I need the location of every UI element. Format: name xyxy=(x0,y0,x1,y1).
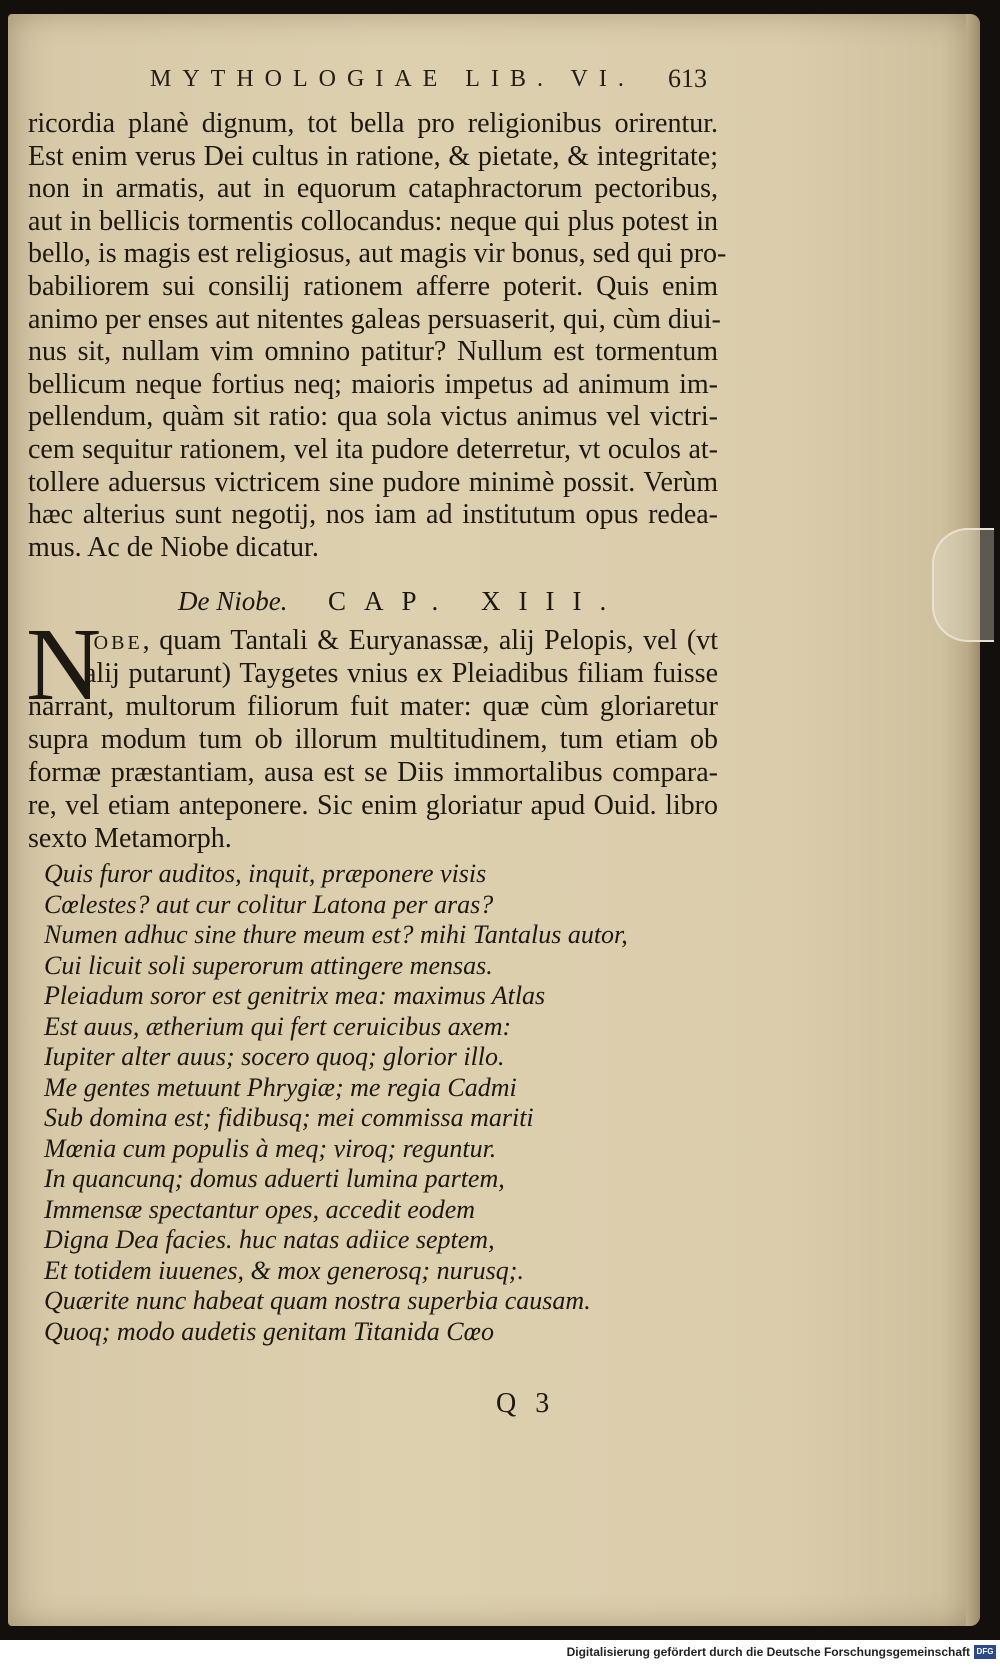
signature-mark: Q 3 xyxy=(496,1388,556,1419)
niobe-name: iobe xyxy=(84,625,143,657)
verse-quotation xyxy=(28,859,718,1347)
text-line: Est enim verus Dei cultus in ratione, & pietate, & integritate; xyxy=(28,140,718,172)
footer-bar xyxy=(0,1640,1000,1666)
chapter-subject: De Niobe. xyxy=(178,586,288,617)
text-line: nus sit, nullam vim omnino patitur? Nullum est tormentum xyxy=(28,336,718,368)
text-line: ricordia planè dignum, tot bella pro religionibus orirentur. xyxy=(28,108,718,139)
chapter-number: CAP. XIII. xyxy=(328,586,625,617)
text-line: pellendum, quàm sit ratio: qua sola victus animus vel victri- xyxy=(28,401,718,433)
verse-line: Est auus, ætherium qui fert ceruicibus axem: xyxy=(44,1011,512,1041)
funding-credit: Digitalisierung gefördert durch die Deutsche Forschungsgemeinschaft xyxy=(566,1645,970,1659)
verse-line: Numen adhuc sine thure meum est? mihi Tantalus autor, xyxy=(44,920,628,950)
prose-paragraph xyxy=(28,108,727,564)
page-edge xyxy=(966,14,980,1626)
text-line: narrant, multorum filiorum fuit mater: quæ cùm gloriaretur xyxy=(28,691,718,723)
text-run: , quam Tantali & Euryanassæ, alij Pelopis, vel (vt xyxy=(142,625,718,657)
verse-line: Et totidem iuuenes, & mox generosq; nurusq;. xyxy=(44,1255,524,1285)
text-line: alij putarunt) Taygetes vnius ex Pleiadibus filiam fuisse xyxy=(84,658,718,690)
text-line: re, vel etiam anteponere. Sic enim gloriatur apud Ouid. libro xyxy=(28,790,718,822)
text-line: bellicum neque fortius neq; maioris impetus ad animum im- xyxy=(28,368,718,400)
verse-line: Quis furor auditos, inquit, præponere visis xyxy=(44,859,487,889)
text-line: cem sequitur rationem, vel ita pudore deterretur, vt oculos at- xyxy=(28,433,718,465)
text-line: babiliorem sui consilij rationem afferre poterit. Quis enim xyxy=(28,270,718,302)
drop-capital: N xyxy=(26,607,102,723)
text-line: supra modum tum ob illorum multitudinem, tum etiam ob xyxy=(28,724,718,756)
text-line: animo per enses aut nitentes galeas persuaserit, qui, cùm diui- xyxy=(28,303,721,335)
verse-line: Quærite nunc habeat quam nostra superbia causam. xyxy=(44,1286,591,1316)
text-block xyxy=(26,108,727,1347)
text-line: non in armatis, aut in equorum cataphractorum pectoribus, xyxy=(28,173,718,205)
verse-line: Sub domina est; fidibusq; mei commissa mariti xyxy=(44,1103,534,1133)
verse-line: Iupiter alter auus; socero quoq; glorior illo. xyxy=(44,1042,505,1072)
bookmark-tab xyxy=(932,528,994,642)
niobe-paragraph xyxy=(26,607,718,855)
text-line: sexto Metamorph. xyxy=(28,823,232,855)
text-line: formæ præstantiam, ausa est se Diis immortalibus compara- xyxy=(28,757,718,789)
verse-line: Immensæ spectantur opes, accedit eodem xyxy=(44,1194,476,1224)
verse-line: Cœlestes? aut cur colitur Latona per aras? xyxy=(44,889,494,919)
text-line: aut in bellicis tormentis collocandus: neque qui plus potest in xyxy=(28,205,718,237)
text-line: hæc alterius sunt negotij, nos iam ad institutum opus redea- xyxy=(28,499,718,531)
verse-line: Me gentes metuunt Phrygiæ; me regia Cadmi xyxy=(44,1072,517,1102)
dfg-logo: DFG xyxy=(974,1645,996,1659)
verse-line: Cui licuit soli superorum attingere mensas. xyxy=(44,950,493,980)
text-line: tollere aduersus victricem sine pudore minimè possit. Verùm xyxy=(28,466,718,498)
page-number: 613 xyxy=(668,64,707,93)
verse-line: Quoq; modo audetis genitam Titanida Cœo xyxy=(44,1316,494,1346)
running-head: MYTHOLOGIAE LIB. VI. xyxy=(150,66,635,92)
verse-line: Mœnia cum populis à meq; viroq; reguntur. xyxy=(44,1133,497,1163)
text-line: bello, is magis est religiosus, aut magis vir bonus, sed qui pro- xyxy=(28,238,727,270)
verse-line: Digna Dea facies. huc natas adiice septem, xyxy=(44,1225,495,1255)
verse-line: Pleiadum soror est genitrix mea: maximus Atlas xyxy=(44,981,546,1011)
chapter-heading xyxy=(28,578,718,624)
text-line: mus. Ac de Niobe dicatur. xyxy=(28,531,319,563)
verse-line: In quancunq; domus aduerti lumina partem, xyxy=(44,1164,505,1194)
text-line xyxy=(28,624,718,657)
